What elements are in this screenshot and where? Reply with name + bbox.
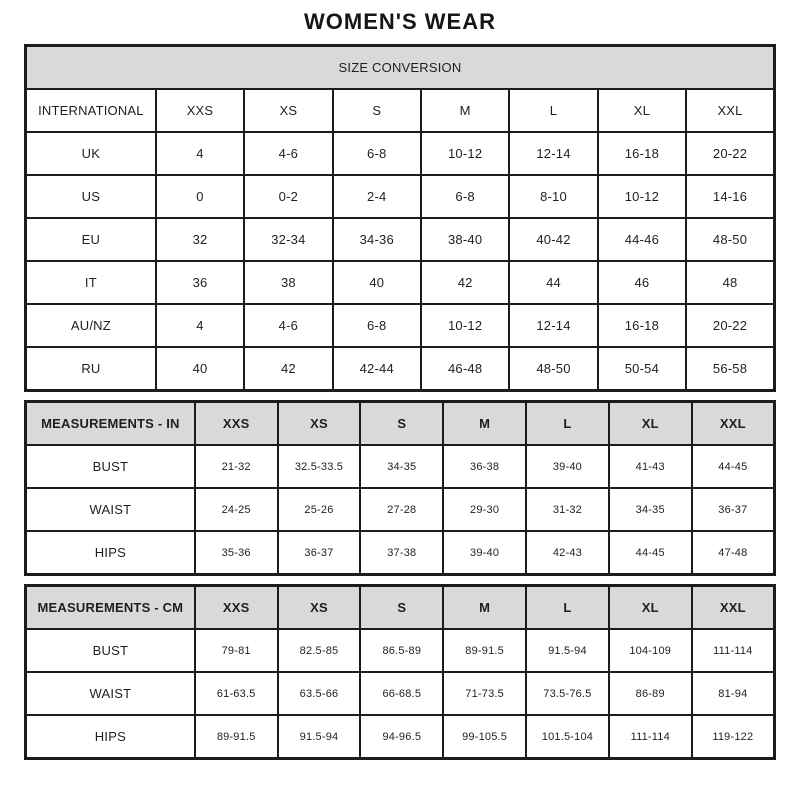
size-value: 2-4 xyxy=(333,175,421,218)
column-header-size: XXL xyxy=(686,89,774,132)
column-header-size: S xyxy=(360,586,443,630)
size-value: 86-89 xyxy=(609,672,692,715)
size-value: 31-32 xyxy=(526,488,609,531)
column-header-size: M xyxy=(443,402,526,446)
size-value: 0-2 xyxy=(244,175,332,218)
table-row xyxy=(26,445,775,488)
row-label: WAIST xyxy=(26,672,195,715)
size-value: 44-45 xyxy=(609,531,692,575)
size-value: 61-63.5 xyxy=(195,672,278,715)
size-value: 16-18 xyxy=(598,304,686,347)
table-row xyxy=(26,175,775,218)
size-value: 79-81 xyxy=(195,629,278,672)
size-value: 48-50 xyxy=(509,347,597,391)
size-value: 42 xyxy=(244,347,332,391)
row-label: UK xyxy=(26,132,156,175)
size-value: 38 xyxy=(244,261,332,304)
size-value: 46 xyxy=(598,261,686,304)
size-value: 37-38 xyxy=(360,531,443,575)
size-value: 6-8 xyxy=(333,132,421,175)
page-title: WOMEN'S WEAR xyxy=(304,9,496,34)
size-value: 47-48 xyxy=(692,531,775,575)
table-row xyxy=(26,629,775,672)
column-header-size: XXL xyxy=(692,586,775,630)
column-header-size: L xyxy=(509,89,597,132)
size-value: 94-96.5 xyxy=(360,715,443,759)
size-value: 6-8 xyxy=(333,304,421,347)
size-value: 91.5-94 xyxy=(526,629,609,672)
size-value: 34-36 xyxy=(333,218,421,261)
column-header-size: XL xyxy=(609,586,692,630)
size-value: 73.5-76.5 xyxy=(526,672,609,715)
size-value: 4-6 xyxy=(244,304,332,347)
size-value: 66-68.5 xyxy=(360,672,443,715)
size-value: 0 xyxy=(156,175,244,218)
size-value: 82.5-85 xyxy=(278,629,361,672)
size-value: 63.5-66 xyxy=(278,672,361,715)
size-value: 44-46 xyxy=(598,218,686,261)
table-row xyxy=(26,347,775,391)
size-value: 48 xyxy=(686,261,774,304)
size-value: 38-40 xyxy=(421,218,509,261)
size-value: 34-35 xyxy=(609,488,692,531)
size-value: 36 xyxy=(156,261,244,304)
table-row xyxy=(26,531,775,575)
size-value: 16-18 xyxy=(598,132,686,175)
row-header-label: MEASUREMENTS - CM xyxy=(26,586,195,630)
size-value: 111-114 xyxy=(609,715,692,759)
column-header-size: XS xyxy=(244,89,332,132)
size-value: 41-43 xyxy=(609,445,692,488)
size-value: 44-45 xyxy=(692,445,775,488)
size-value: 10-12 xyxy=(598,175,686,218)
row-label: IT xyxy=(26,261,156,304)
table-row xyxy=(26,132,775,175)
size-value: 39-40 xyxy=(526,445,609,488)
column-header-size: XXS xyxy=(195,586,278,630)
size-value: 39-40 xyxy=(443,531,526,575)
size-value: 89-91.5 xyxy=(195,715,278,759)
size-value: 10-12 xyxy=(421,304,509,347)
size-value: 40 xyxy=(333,261,421,304)
column-header-size: M xyxy=(443,586,526,630)
table-row xyxy=(26,261,775,304)
size-conversion-table xyxy=(24,44,776,392)
table-row xyxy=(26,715,775,759)
size-value: 48-50 xyxy=(686,218,774,261)
size-value: 35-36 xyxy=(195,531,278,575)
size-value: 4 xyxy=(156,304,244,347)
size-value: 101.5-104 xyxy=(526,715,609,759)
column-header-size: L xyxy=(526,586,609,630)
row-label: HIPS xyxy=(26,531,195,575)
table-row xyxy=(26,672,775,715)
size-value: 4 xyxy=(156,132,244,175)
column-header-size: M xyxy=(421,89,509,132)
size-value: 12-14 xyxy=(509,132,597,175)
size-value: 36-38 xyxy=(443,445,526,488)
measurements-in-table xyxy=(24,400,776,576)
size-value: 99-105.5 xyxy=(443,715,526,759)
size-value: 104-109 xyxy=(609,629,692,672)
row-label: US xyxy=(26,175,156,218)
size-value: 29-30 xyxy=(443,488,526,531)
column-header-size: L xyxy=(526,402,609,446)
table-row xyxy=(26,218,775,261)
size-value: 34-35 xyxy=(360,445,443,488)
size-value: 50-54 xyxy=(598,347,686,391)
size-value: 21-32 xyxy=(195,445,278,488)
size-value: 12-14 xyxy=(509,304,597,347)
column-header-size: S xyxy=(360,402,443,446)
size-value: 42 xyxy=(421,261,509,304)
column-header-size: XL xyxy=(609,402,692,446)
size-value: 32 xyxy=(156,218,244,261)
column-header-size: XS xyxy=(278,586,361,630)
size-value: 40-42 xyxy=(509,218,597,261)
size-value: 4-6 xyxy=(244,132,332,175)
table-row xyxy=(26,304,775,347)
size-value: 14-16 xyxy=(686,175,774,218)
table-row xyxy=(26,488,775,531)
size-value: 36-37 xyxy=(692,488,775,531)
row-header-label: MEASUREMENTS - IN xyxy=(26,402,195,446)
row-label: EU xyxy=(26,218,156,261)
size-value: 40 xyxy=(156,347,244,391)
size-value: 86.5-89 xyxy=(360,629,443,672)
size-value: 32-34 xyxy=(244,218,332,261)
size-value: 91.5-94 xyxy=(278,715,361,759)
table-title: SIZE CONVERSION xyxy=(26,46,775,90)
size-value: 6-8 xyxy=(421,175,509,218)
size-value: 56-58 xyxy=(686,347,774,391)
column-header-size: XXS xyxy=(195,402,278,446)
row-label: BUST xyxy=(26,445,195,488)
row-label: RU xyxy=(26,347,156,391)
size-value: 119-122 xyxy=(692,715,775,759)
row-label: HIPS xyxy=(26,715,195,759)
size-value: 46-48 xyxy=(421,347,509,391)
size-value: 20-22 xyxy=(686,304,774,347)
size-value: 44 xyxy=(509,261,597,304)
size-value: 89-91.5 xyxy=(443,629,526,672)
size-value: 25-26 xyxy=(278,488,361,531)
size-value: 42-43 xyxy=(526,531,609,575)
size-value: 111-114 xyxy=(692,629,775,672)
column-header-size: XS xyxy=(278,402,361,446)
measurements-cm-table xyxy=(24,584,776,760)
size-value: 42-44 xyxy=(333,347,421,391)
size-value: 36-37 xyxy=(278,531,361,575)
size-value: 27-28 xyxy=(360,488,443,531)
row-label: AU/NZ xyxy=(26,304,156,347)
size-value: 71-73.5 xyxy=(443,672,526,715)
column-header-size: XXL xyxy=(692,402,775,446)
column-header-size: XXS xyxy=(156,89,244,132)
row-label: BUST xyxy=(26,629,195,672)
size-value: 10-12 xyxy=(421,132,509,175)
size-value: 32.5-33.5 xyxy=(278,445,361,488)
size-value: 81-94 xyxy=(692,672,775,715)
size-value: 8-10 xyxy=(509,175,597,218)
size-value: 20-22 xyxy=(686,132,774,175)
column-header-size: S xyxy=(333,89,421,132)
size-value: 24-25 xyxy=(195,488,278,531)
row-header-label: INTERNATIONAL xyxy=(26,89,156,132)
row-label: WAIST xyxy=(26,488,195,531)
column-header-size: XL xyxy=(598,89,686,132)
